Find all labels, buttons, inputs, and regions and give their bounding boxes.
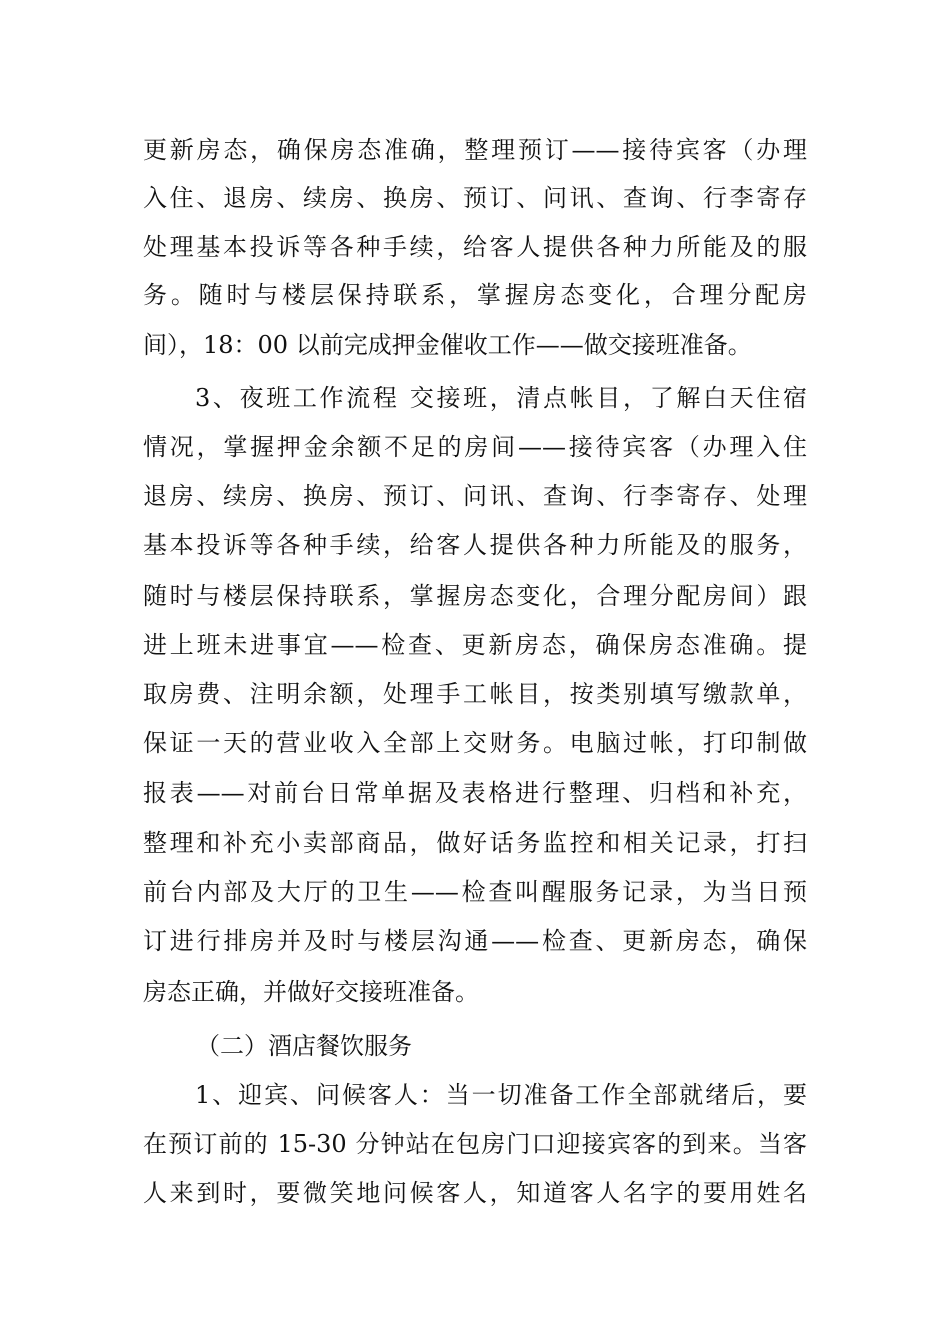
section-heading: （二）酒店餐饮服务 — [196, 1032, 412, 1060]
paragraph-1-line-5: 间），18：00 以前完成押金催收工作——做交接班准备。 — [143, 331, 752, 359]
paragraph-1-line-1: 更新房态，确保房态准确，整理预订——接待宾客（办理 — [143, 136, 807, 164]
paragraph-1-line-4: 务。随时与楼层保持联系，掌握房态变化，合理分配房 — [143, 281, 807, 309]
paragraph-2-line-11: 前台内部及大厅的卫生——检查叫醒服务记录，为当日预 — [143, 878, 807, 906]
paragraph-2-line-8: 保证一天的营业收入全部上交财务。电脑过帐，打印制做 — [143, 729, 807, 757]
paragraph-2-line-4: 基本投诉等各种手续，给客人提供各种力所能及的服务， — [143, 531, 807, 559]
paragraph-2-line-5: 随时与楼层保持联系，掌握房态变化，合理分配房间）跟 — [143, 582, 807, 610]
paragraph-2-line-12: 订进行排房并及时与楼层沟通——检查、更新房态，确保 — [143, 927, 807, 955]
paragraph-1-line-2: 入住、退房、续房、换房、预订、问讯、查询、行李寄存 — [143, 184, 807, 212]
paragraph-1-line-3: 处理基本投诉等各种手续，给客人提供各种力所能及的服 — [143, 233, 807, 261]
paragraph-2-line-2: 情况，掌握押金余额不足的房间——接待宾客（办理入住 — [143, 433, 807, 461]
paragraph-2-line-10: 整理和补充小卖部商品，做好话务监控和相关记录，打扫 — [143, 829, 807, 857]
paragraph-3-line-1: 1、迎宾、问候客人：当一切准备工作全部就绪后，要 — [195, 1081, 807, 1109]
paragraph-2-line-3: 退房、续房、换房、预订、问讯、查询、行李寄存、处理 — [143, 482, 807, 510]
paragraph-3-line-3: 人来到时，要微笑地问候客人，知道客人名字的要用姓名 — [143, 1179, 807, 1207]
paragraph-2-line-9: 报表——对前台日常单据及表格进行整理、归档和补充， — [143, 779, 807, 807]
paragraph-2-line-13: 房态正确，并做好交接班准备。 — [143, 978, 479, 1006]
paragraph-2-line-7: 取房费、注明余额，处理手工帐目，按类别填写缴款单， — [143, 680, 807, 708]
paragraph-2-line-1: 3、夜班工作流程 交接班，清点帐目，了解白天住宿 — [195, 384, 807, 412]
paragraph-2-line-6: 进上班未进事宜——检查、更新房态，确保房态准确。提 — [143, 631, 807, 659]
paragraph-3-line-2: 在预订前的 15-30 分钟站在包房门口迎接宾客的到来。当客 — [143, 1130, 807, 1158]
